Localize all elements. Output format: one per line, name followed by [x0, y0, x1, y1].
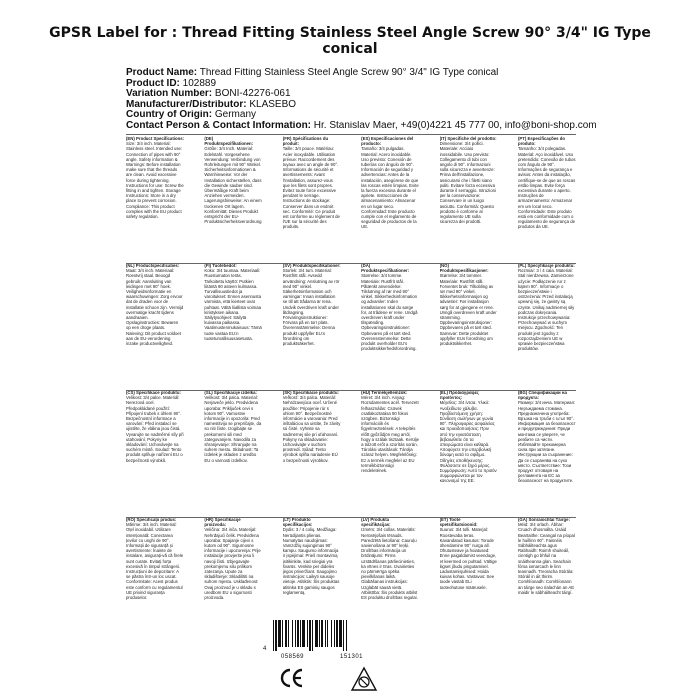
info-value: Hr. Stanislav Maer, +49(0)4221 45 777 00, info@boni-shop.com — [313, 120, 597, 131]
barcode-bar — [346, 620, 347, 651]
spec-heading: (FR) Spécifications du produit: — [282, 136, 329, 147]
spec-body: Veličina: 3/4 inča. Materijal: Nehrđajući čelik. Predviđena uporaba: Spajanje cijevi s kutom od 90°. Sigurnosne informacije i upozorenja: Prije instalacije provjerite jesu li navoji čisti. Izbjegavajte prekomjernu silu prilikom zatezanja. Upute za skladištenje: Skladištiti na suhom mjestu. Usklađenost: Ovaj proizvod je u skladu s uredbom EU o sigurnosti proizvoda. — [204, 527, 261, 601]
barcode-bar — [336, 620, 338, 647]
barcode — [263, 620, 388, 666]
spec-heading: (EL) Προδιαγραφές προϊόντος: — [439, 390, 479, 401]
spec-row — [126, 136, 576, 263]
spec-body: Dimensione: 3/4 pollici. Materiale: Acciaio inossidabile. Uso previsto: Collegamento di tubi con angolo di 90°. Informazioni sulla sicurezza e avvertenze: Prima dell'installazione, assicurarsi che i filetti siano puliti. Evitare forza eccessiva durante il serraggio. Istruzioni per la conservazione: Conservare in un luogo asciutto. Conformità: Questo prodotto è conforme al regolamento UE sulla sicurezza dei prodotti. — [439, 141, 496, 225]
spec-heading: (PL) Specyfikacje produktu: — [517, 263, 575, 268]
spec-body: Tamaño: 3/4 pulgadas. Material: Acero inoxidable. Uso previsto: Conexión de tuberías con ángulo de 90°. Información de seguridad y advertencias: Antes de la instalación, asegúrese de que las roscas estén limpias. Evite la fuerza excesiva durante el apriete. Instrucciones de almacenamiento: Almacenar en un lugar seco. Conformidad: Este producto cumple con el reglamento de seguridad de productos de la UE. — [361, 146, 419, 230]
barcode-bar — [339, 620, 342, 647]
info-key: Variation Number: — [126, 89, 213, 99]
spec-heading: (IT) Specifiche del prodotto: — [439, 136, 497, 141]
spec-heading: (FI) Tuotetiedot: — [204, 263, 237, 268]
spec-section-fr — [283, 136, 341, 263]
barcode-left-digit: 4 — [263, 646, 267, 652]
info-key: Contact Person & Contact Information: — [126, 120, 312, 131]
spec-row — [126, 390, 576, 517]
spec-body: Méid: 3/4 orlach. Ábhar: Cruach dhosmálta. Úsáid Beartaithe: Ceangal na píopaí le huillinn 90°. Faisnéis Sábháilteachta agus Rabhaidh: Roimh shuiteáil, cinntigh go bhfuil na snáitheanna glan. Seachain fórsa iomarcach le linn teannadh. Treoracha Stórála: Stóráil in áit thirim. Comhlíonadh: Comhlíonann an táirge seo rialachán an AE maidir le sábháilteacht táirgí. — [517, 522, 576, 595]
spec-body: Veľkosť: 3/4 palca. Materiál: Nehrdzavejúca oceľ. Určené použitie: Pripojenie rúr s uhlom 90°. Bezpečnostné informácie a varovania: Pred inštaláciou sa uistite, že závity sú čisté. Vyhnite sa nadmernej sile pri uťahovaní. Pokyny na skladovanie: Uchovávajte v suchom prostredí. Súlad: Tento výrobok spĺňa nariadenie EÚ o bezpečnosti výrobkov. — [282, 395, 341, 463]
spec-section-nl — [126, 263, 184, 390]
barcode-bar — [307, 620, 308, 647]
info-value: BONI-42276-061 — [214, 89, 291, 99]
spec-row — [126, 263, 576, 390]
spec-section-sk — [283, 390, 341, 517]
info-row-country — [126, 110, 646, 121]
spec-heading: (GA) Sonraíochtaí Táirge: — [517, 517, 570, 522]
spec-heading: (ES) Especificaciones del producto: — [361, 136, 414, 147]
spec-heading: (HU) Termékjellemzők: — [361, 390, 408, 395]
spec-heading: (CS) Specifikace produktu: — [126, 390, 181, 395]
spec-section-pl — [518, 263, 576, 390]
barcode-bar — [302, 620, 305, 647]
barcode-group-1: 058569 — [281, 654, 305, 660]
spec-body: Koko: 3/4 tuumaa. Materiaali: Ruostumaton teräs. Tarkoitettu käyttö: Putkien liitäntä 90 asteen kulmassa. Turvallisuustiedot ja varoitukset: Ennen asennusta varmista, että kierteet ovat puhtaat. Vältä liiallista voimaa kiristyksen aikana. Säilytysohjeet: Säilytä kuivassa paikassa. Vaatimustenmukaisuus: Tämä tuote vastaa EU:n tuoteturvallisuusasetusta. — [204, 268, 262, 341]
spec-body: Izmērs: 3/4 collas. Materiāls: Nerūsējošais tērauds. Paredzētā lietošana: Cauruļu savienošana ar 90° leņķi. Drošības informācija un brīdinājumi: Pirms uzstādīšanas pārliecinieties, ka vītnes ir tīras. Izvairieties no pārmērīga spēka pievilkšanas laikā. Glabāšanas instrukcijas: Uzglabāt sausā vietā. Atbilstība: Šis produkts atbilst ES produktu drošības regulai. — [361, 527, 418, 601]
barcode-bar — [292, 620, 293, 647]
info-row-manufacturer — [126, 100, 646, 111]
spec-section-it — [440, 136, 498, 263]
page-title: GPSR Label for : Thread Fitting Stainless Steel Angle Screw 90° 3/4" IG Type conical — [49, 25, 651, 57]
barcode-bar — [297, 620, 299, 647]
product-info — [126, 68, 646, 131]
spec-section-es — [361, 136, 419, 263]
spec-heading: (NL) Productspecificaties: — [126, 263, 180, 268]
spec-section-cs — [126, 390, 184, 517]
info-row-product-id — [126, 79, 646, 90]
barcode-bar — [300, 620, 301, 647]
barcode-bar — [273, 620, 274, 651]
spec-section-pt — [518, 136, 576, 263]
info-key: Product Name: — [126, 68, 198, 78]
spec-section-de — [204, 136, 262, 263]
spec-body: Rozmiar: 3 / 4 cala. Materiał: Stal nierdzewna. Zamierzone użycie: Podłączenie rur z kątem 90°. Informacje o bezpieczeństwie i ostrzeżenia: Przed instalacją upewnij się, że gwinty są czyste. Unikaj nadmiernej siły podczas dokręcania. Instrukcje przechowywania: Przechowywać w suchym miejscu. Zgodność: Ten produkt jest zgodny z rozporządzeniem UE w sprawie bezpieczeństwa produktów. — [517, 268, 575, 352]
ce-mark-icon — [280, 668, 304, 688]
spec-body: Μέγεθος: 3/4 ίντσα. Υλικό: Ανοξείδωτο χάλυβα. Προβλεπόμενη χρήση: Σύνδεση σωλήνων με γωνία 90°. Πληροφορίες ασφαλείας και προειδοποιήσεις: Πριν από την εγκατάσταση βεβαιωθείτε ότι τα σπειρώματα είναι καθαρά. Αποφύγετε την υπερβολική δύναμη κατά το σφίξιμο. Οδηγίες αποθήκευσης: Φυλάσσετε σε ξηρό μέρος. Συμμόρφωση: Αυτό το προϊόν συμμορφώνεται με τον κανονισμό της ΕΕ. — [439, 400, 497, 484]
spec-section-no — [440, 263, 498, 390]
spec-heading: (BG) Спецификации на продукта: — [517, 390, 567, 401]
info-value: KLASEBO — [249, 99, 297, 110]
spec-body: Maat: 3/4 inch. Materiaal: Roestvrij staal. Beoogd gebruik: Aansluiting van leidingen met 90° hoek. Veiligheidsinformatie en waarschuwingen: Zorg ervoor dat de draden voor de installatie schoon zijn. Vermijd overmatige kracht tijdens aandraaien. Opslaginstructies: Bewaren op een droge plaats. Naleving: Dit product voldoet aan de EU-verordening inzake productveiligheid. — [126, 268, 184, 347]
spec-section-hu — [361, 390, 419, 517]
spec-heading: (ET) Toote spetsifikatsioonid: — [439, 517, 478, 528]
spec-heading: (RO) Specificații produs: — [126, 517, 177, 522]
spec-section-el — [440, 390, 498, 517]
barcode-bar — [275, 620, 277, 651]
spec-heading: (PT) Especificações do produto: — [517, 136, 565, 147]
divider — [126, 390, 576, 391]
spec-body: Størrelse: 3/4 tomme. Materiale: Rustfrit stål. Påtænkt anvendelse: Tilslutning af rør med 90° vinkel. Sikkerhedsinformation og advarsler: Inden installationen skal du sørge for, at trådene er rene. Undgå overdreven kraft under tilspænding. Opbevaringsinstruktioner: Opbevares på et tørt sted. Overensstemmelse: Dette produkt overholder EU's produktsikkerhedsforordning. — [361, 273, 418, 352]
info-key: Manufacturer/Distributor: — [126, 99, 247, 110]
spec-section-ga — [518, 517, 576, 644]
spec-heading: (DA) Produktspecifikationer: — [361, 263, 410, 274]
spec-body: Tamanho: 3/4 polegadas. Material: Aço inoxidável. Uso pretendido: Conexão de tubos com ângulo de 90°. Informações de segurança e avisos: Antes da instalação, certifique-se de que as roscas estão limpas. Evite força excessiva durante o aperto. Instruções de armazenamento: Armazenar em um local seco. Conformidade: Este produto está em conformidade com o regulamento de segurança de produtos da UE. — [517, 146, 576, 230]
barcode-bar — [319, 620, 320, 647]
spec-body: Storlek: 3/4 tum. Material: Rostfritt stål. Avsedd användning: Anslutning av rör med 90° vinkel. Säkerhetsinformation och varningar: Innan installation se till att trådarna är rena. Undvik överdriven kraft under åtdragning. Förvaringsinstruktioner: Förvara på en torr plats. Överensstämmelse: Denna produkt uppfyller EU:s förordning om produktsäkerhet. — [282, 268, 340, 347]
barcode-bar — [282, 620, 283, 647]
barcode-group-2: 151301 — [340, 654, 364, 660]
barcode-bar — [309, 620, 311, 651]
barcode-bar — [331, 620, 332, 647]
spec-body: Größe: 3/4 Inch. Material: Edelstahl. Vorgesehene Verwendung: Verbindung von Rohrleitungen mit 90° Winkel. Sicherheitsinformationen & Warnhinweise: Vor der Installation sicherstellen, dass die Gewinde sauber sind. Übermäßige Kraft beim Anziehen vermeiden. Lagerungshinweise: An einem trockenen Ort lagern. Konformität: Dieses Produkt entspricht der EU-Produktsicherheitsverordnung. — [204, 146, 263, 225]
spec-section-en — [126, 136, 184, 263]
barcode-bar — [278, 620, 281, 647]
info-row-contact — [126, 121, 646, 132]
barcode-bar — [321, 620, 323, 647]
divider — [126, 134, 576, 135]
barcode-bar — [295, 620, 296, 647]
spec-heading: (HR) Specifikacije proizvoda: — [204, 517, 241, 528]
barcode-bar — [327, 620, 328, 647]
spec-section-bg — [518, 390, 576, 517]
spec-body: Mărime: 3/4 inch. Material: Oțel inoxidabil. Utilizare intenționată: Conectarea țevilor cu unghi de 90°. Informații de siguranță și avertismente: Înainte de instalare, asigurați-vă că firele sunt curate. Evitați forța excesivă în timpul strângerii. Instrucțiuni de depozitare: A se păstra într-un loc uscat. Conformitate: Acest produs este conform cu regulamentul UE privind siguranța produselor. — [126, 522, 184, 601]
info-row-variation-number — [126, 89, 646, 100]
spec-body: Size: 3/4 inch. Material: Stainless steel. Intended use: Connection of pipes with 90° angle. Safety information & Warnings: Before installation make sure that the threads are clean. Avoid excessive force during tightening. Instructions for use: Screw the fitting in and tighten. Storage Instructions: Store in a dry place to prevent corrosion. Compliance: This product complies with the EU product safety regulation. — [126, 141, 184, 220]
spec-section-sv — [283, 263, 341, 390]
barcode-bar — [312, 620, 313, 651]
spec-heading: (SV) Produktspecifikationer: — [282, 263, 341, 268]
divider — [126, 517, 576, 518]
info-value: Thread Fitting Stainless Steel Angle Screw 90° 3/4" IG Type conical — [199, 68, 499, 78]
spec-heading: (LV) Produkta specifikācijas: — [361, 517, 391, 528]
barcode-bar — [334, 620, 335, 647]
barcode-bar — [285, 620, 287, 647]
spec-body: Størrelse: 3/4 tommer. Materiale: Rustfritt stål. Forventet bruk: Tilkobling av rør med 90° vinkel. Sikkerhetsinformasjon og advarsler: Før installasjon sørg for at gjengene er rene. Unngå overdreven kraft under stramming. Oppbevaringsinstruksjoner: Oppbevares på et tørt sted. Samsvar: Dette produktet oppfyller EUs forordning om produktsikkerhet. — [439, 273, 497, 347]
info-key: Product ID: — [126, 78, 180, 89]
spec-body: Suurus: 3/4 tolli. Materjal: Roostevaba teras. Kavandatud kasutus: Torude ühendamine 90° nurga all. Ohutusteave ja hoiatused: Enne paigaldamist veenduge, et keermed on puhtad. Vältige liigset jõudu pingutamisel. Ladustamisjuhised: Hoida kuivas kohas. Vastavus: See toode vastab ELi tooteohutuse määrusele. — [439, 527, 497, 590]
spec-heading: (SK) Špecifikácie produktu: — [282, 390, 339, 395]
spec-section-fi — [204, 263, 262, 390]
spec-heading: (DE) Produktspezifikationen: — [204, 136, 254, 147]
spec-heading: (NO) Produktspesifikasjoner: — [439, 263, 489, 274]
spec-section-hr — [204, 517, 262, 644]
barcode-bar — [343, 620, 344, 651]
spec-body: Velikost: 3/4 palce. Materiál: Nerezová ocel. Předpokládané použití: Připojení trubek s úhlem 90°. Bezpečnostní informace a varování: Před instalací se ujistěte, že vlákna jsou čistá. Vyvarujte se nadměrné síly při utahování. Pokyny ke skladování: Uchovávejte na suchém místě. Soulad: Tento produkt splňuje nařízení EU o bezpečnosti výrobků. — [126, 395, 184, 463]
spec-section-et — [440, 517, 498, 644]
barcode-bar — [288, 620, 289, 647]
spec-body: Méret: 3/4 inch. Anyag: Rozsdamentes acél. Tervezett felhasználás: Csövek csatlakoztatása 90 fokos szögben. Biztonsági információk és figyelmeztetések: A telepítés előtt győződjön meg arról, hogy a szálak tisztaak. Kerülje a túlzott erőt a szorítás során. Tárolási utasítások: Tárolja száraz helyen. Megfelelőség: Ez a termék megfelel az EU termékbiztonsági rendeletének. — [361, 395, 419, 474]
info-key: Country of Origin: — [126, 110, 213, 120]
spec-heading: (SL) Specifikacije izdelka: — [204, 390, 257, 395]
barcode-bar — [325, 620, 326, 647]
spec-body: Taille: 3/4 pouce. Matériau: Acier inoxydable. Utilisation prévue: Raccordement des tuyaux avec un angle de 90°. Informations de sécurité et avertissements: Avant l'installation, assurez-vous que les filets sont propres. Évitez toute force excessive pendant le serrage. Instructions de stockage: Conserver dans un endroit sec. Conformité: Ce produit est conforme au règlement de l'UE sur la sécurité des produits. — [282, 146, 340, 230]
divider — [126, 263, 576, 264]
spec-heading: (LT) Produkto specifikacijos: — [282, 517, 313, 528]
spec-body: Velikost: 3/4 palca. Material: Nerjaveče jeklo. Predvidena uporaba: Priključek cevi s kotom 90°. Varnostne informacije in opozorila: Pred namestitvijo se prepričajte, da so niti čiste. Izogibajte se prekomerni sili med zategovanjem. Navodila za shranjevanje: Shranjujte na suhem mestu. Skladnost: Ta izdelek je skladen z uredbo EU o varnosti izdelkov. — [204, 395, 262, 463]
info-row-product-name — [126, 68, 646, 79]
info-value: 102889 — [182, 78, 217, 89]
spec-section-sl — [204, 390, 262, 517]
spec-body: Dydis: 3 / 4 colių. Medžiaga: Nerūdijantis plienas. Numatytas naudojimas: Vamzdžių sujungimas 90° kampu. Saugumo informacija ir įspėjimai: Prieš montavimą įsitikinkite, kad sriegiai yra švarūs. Venkite per didelės jėgos priveržiant. Saugojimo instrukcijos: Laikyti sausoje vietoje. Atitiktis: Šis produktas atitinka ES gaminių saugos reglamentą. — [282, 527, 340, 595]
barcode-bars — [271, 620, 383, 651]
spec-section-ro — [126, 517, 184, 644]
spec-body: Размер: 3/4 инча. Материал: Неръждаема стомана. Предназначена употреба: Връзка на тръби с ъгъл 90°. Информация за безопасност и предупреждения: Преди монтажа се уверете, че резбите са чисти. Избягвайте прекомерна сила при затягане. Инструкции за съхранение: Да се съхранява на сухо място. Съответствие: Този продукт отговаря на регламента на ЕС за безопасност на продуктите. — [517, 400, 576, 484]
spec-heading: (EN) Product Specifications: — [126, 136, 184, 141]
spec-section-da — [361, 263, 419, 390]
info-value: Germany — [214, 110, 257, 120]
barcode-bar — [315, 620, 318, 647]
recycling-warning-icon — [350, 666, 378, 692]
